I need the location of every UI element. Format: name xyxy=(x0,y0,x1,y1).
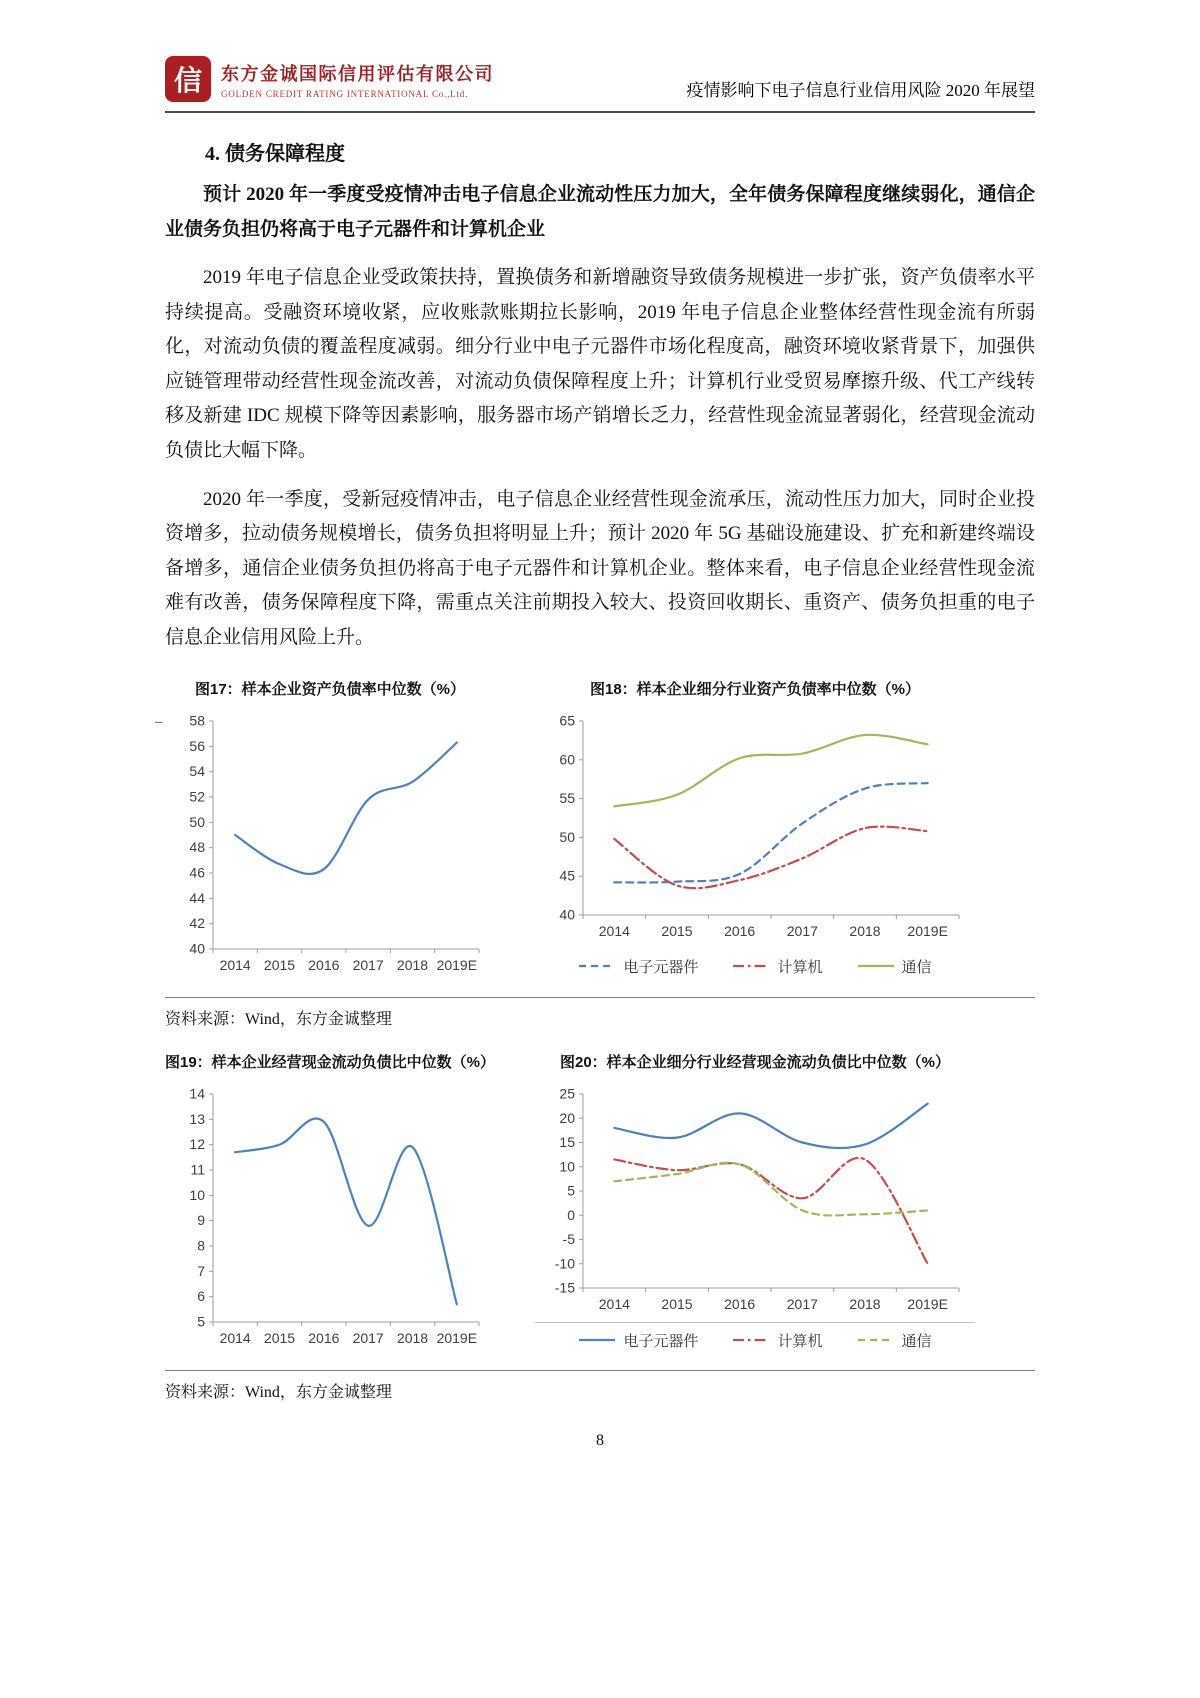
svg-text:6: 6 xyxy=(197,1287,205,1304)
legend-label: 计算机 xyxy=(777,1332,823,1350)
page-number: 8 xyxy=(596,1431,604,1449)
figure-row-1 xyxy=(155,678,1035,981)
svg-text:42: 42 xyxy=(189,914,205,931)
svg-text:0: 0 xyxy=(567,1206,575,1223)
svg-text:2017: 2017 xyxy=(352,956,384,973)
svg-text:7: 7 xyxy=(197,1262,205,1279)
svg-text:14: 14 xyxy=(189,1085,205,1102)
legend-label: 通信 xyxy=(901,1332,932,1350)
svg-text:2016: 2016 xyxy=(724,922,756,939)
svg-text:2014: 2014 xyxy=(598,922,630,939)
svg-text:13: 13 xyxy=(189,1110,205,1127)
legend-label: 通信 xyxy=(901,958,932,976)
fig19-chart xyxy=(165,1082,495,1354)
fig20-legend xyxy=(535,1322,975,1351)
fig18-container xyxy=(535,678,975,977)
svg-text:2018: 2018 xyxy=(396,956,429,973)
source-note-1 xyxy=(165,997,1035,1029)
fig18-legend xyxy=(535,949,975,977)
svg-text:-15: -15 xyxy=(554,1279,575,1296)
svg-text:48: 48 xyxy=(189,838,205,855)
legend-line-sample xyxy=(578,960,616,972)
company-logo xyxy=(165,56,494,102)
legend-label: 电子元器件 xyxy=(623,958,699,976)
fig17-title: 图17：样本企业资产负债率中位数（%） xyxy=(194,680,466,698)
fig18-title: 图18：样本企业细分行业资产负债率中位数（%） xyxy=(589,680,921,698)
fig17-svg xyxy=(165,709,495,981)
fig19-svg xyxy=(165,1082,495,1354)
svg-text:46: 46 xyxy=(189,864,205,881)
svg-text:65: 65 xyxy=(559,712,575,729)
legend-line-sample xyxy=(578,1334,616,1346)
legend-item-2 xyxy=(857,956,932,977)
svg-text:-10: -10 xyxy=(554,1254,575,1271)
svg-text:10: 10 xyxy=(189,1186,205,1203)
legend-label: 电子元器件 xyxy=(623,1332,699,1350)
svg-text:45: 45 xyxy=(559,867,575,884)
svg-text:2014: 2014 xyxy=(598,1295,630,1312)
svg-text:-5: -5 xyxy=(562,1230,575,1247)
svg-text:20: 20 xyxy=(559,1109,575,1126)
svg-text:11: 11 xyxy=(190,1161,205,1178)
svg-text:40: 40 xyxy=(559,906,575,923)
svg-text:2016: 2016 xyxy=(308,956,340,973)
fig19-title: 图19：样本企业经营现金流动负债比中位数（%） xyxy=(165,1053,496,1071)
svg-text:56: 56 xyxy=(189,737,205,754)
fig18-svg xyxy=(535,709,975,947)
svg-text:60: 60 xyxy=(559,750,575,767)
svg-text:2019E: 2019E xyxy=(436,1329,478,1346)
source-text-1: 资料来源：Wind，东方金诚整理 xyxy=(165,1010,392,1028)
fig20-chart xyxy=(535,1082,975,1320)
fig18-chart xyxy=(535,709,975,947)
svg-text:52: 52 xyxy=(189,788,205,805)
legend-item-1 xyxy=(732,956,822,977)
lead-paragraph: 预计 2020 年一季度受疫情冲击电子信息企业流动性压力加大，全年债务保障程度继续弱化，通信企业债务负担仍将高于电子元器件和计算机企业 xyxy=(165,184,1035,240)
svg-text:2016: 2016 xyxy=(308,1329,340,1346)
svg-text:10: 10 xyxy=(559,1157,575,1174)
section-heading: 4. 债务保障程度 xyxy=(205,143,345,165)
source-text-2: 资料来源：Wind，东方金诚整理 xyxy=(165,1383,392,1401)
logo-glyph: 信 xyxy=(173,66,202,97)
legend-line-sample xyxy=(732,960,770,972)
svg-text:44: 44 xyxy=(189,889,205,906)
svg-text:2014: 2014 xyxy=(219,956,251,973)
company-name-en: GOLDEN CREDIT RATING INTERNATIONAL Co.,Ltd. xyxy=(221,88,469,99)
svg-text:8: 8 xyxy=(197,1237,205,1254)
svg-text:54: 54 xyxy=(189,762,205,779)
svg-text:2015: 2015 xyxy=(661,1295,693,1312)
svg-text:50: 50 xyxy=(559,828,575,845)
legend-item-1 xyxy=(732,1330,822,1351)
source-note-2 xyxy=(165,1370,1035,1402)
svg-text:2015: 2015 xyxy=(263,1329,296,1346)
legend-line-sample xyxy=(732,1334,770,1346)
stray-dash-mark: – xyxy=(155,713,163,730)
svg-text:2016: 2016 xyxy=(724,1295,756,1312)
svg-text:2019E: 2019E xyxy=(907,922,948,939)
legend-item-2 xyxy=(857,1330,932,1351)
svg-text:2017: 2017 xyxy=(352,1329,384,1346)
paragraph-1: 2019 年电子信息企业受政策扶持，置换债务和新增融资导致债务规模进一步扩张，资产负债率水平持续提高。受融资环境收紧，应收账款账期拉长影响，2019 年电子信息企业整体经营性现金流有所弱化，对流动负债的覆盖程度减弱。细分行业中电子元器件市场化程度高，融资环境收紧背景下，加强供应链管理带动经营性现金流改善，对流动负债保障程度上升；计算机行业受贸易摩擦升级、代工产线转移及新建 IDC 规模下降等因素影响，服务器市场产销增长乏力，经营性现金流显著弱化，经营现金流动负债比大幅下降。 xyxy=(165,267,1035,462)
fig20-title: 图20：样本企业细分行业经营现金流动负债比中位数（%） xyxy=(559,1053,951,1071)
svg-text:2015: 2015 xyxy=(263,956,296,973)
legend-line-sample xyxy=(857,1334,895,1346)
figure-row-2 xyxy=(165,1051,1035,1354)
svg-text:2018: 2018 xyxy=(849,1295,881,1312)
document-title: 疫情影响下电子信息行业信用风险 2020 年展望 xyxy=(686,81,1035,100)
svg-text:2019E: 2019E xyxy=(907,1295,948,1312)
svg-text:55: 55 xyxy=(559,789,575,806)
svg-text:2017: 2017 xyxy=(786,1295,818,1312)
svg-text:50: 50 xyxy=(189,813,205,830)
page-header xyxy=(165,56,1035,113)
fig20-svg xyxy=(535,1082,975,1320)
svg-text:2015: 2015 xyxy=(661,922,693,939)
svg-text:12: 12 xyxy=(189,1135,205,1152)
legend-item-0 xyxy=(578,1330,698,1351)
legend-line-sample xyxy=(857,960,895,972)
svg-text:9: 9 xyxy=(197,1211,205,1228)
fig19-container xyxy=(165,1051,495,1354)
svg-text:5: 5 xyxy=(567,1182,575,1199)
legend-item-0 xyxy=(578,956,698,977)
svg-text:40: 40 xyxy=(189,940,205,957)
fig17-chart xyxy=(165,709,495,981)
svg-text:15: 15 xyxy=(559,1133,575,1150)
svg-text:2019E: 2019E xyxy=(436,956,478,973)
logo-text xyxy=(221,60,494,99)
svg-text:58: 58 xyxy=(189,712,205,729)
legend-label: 计算机 xyxy=(777,958,823,976)
svg-text:2017: 2017 xyxy=(786,922,818,939)
fig17-container xyxy=(155,678,495,981)
paragraph-2: 2020 年一季度，受新冠疫情冲击，电子信息企业经营性现金流承压，流动性压力加大，同时企业投资增多，拉动债务规模增长，债务负担将明显上升；预计 2020 年 5G 基础设施建设、扩充和新建终端设备增多，通信企业债务负担仍将高于电子元器件和计算机企业。整体来看，电子信息企业经营性现金流难有改善，债务保障程度下降，需重点关注前期投入较大、投资回收期长、重资产、债务负担重的电子信息企业信用风险上升。 xyxy=(165,488,1035,648)
logo-icon xyxy=(165,56,211,102)
svg-text:2014: 2014 xyxy=(219,1329,251,1346)
svg-text:2018: 2018 xyxy=(396,1329,429,1346)
svg-text:25: 25 xyxy=(559,1085,575,1102)
fig20-container xyxy=(535,1051,975,1351)
company-name-cn: 东方金诚国际信用评估有限公司 xyxy=(221,63,494,84)
svg-text:2018: 2018 xyxy=(849,922,881,939)
svg-text:5: 5 xyxy=(197,1313,205,1330)
